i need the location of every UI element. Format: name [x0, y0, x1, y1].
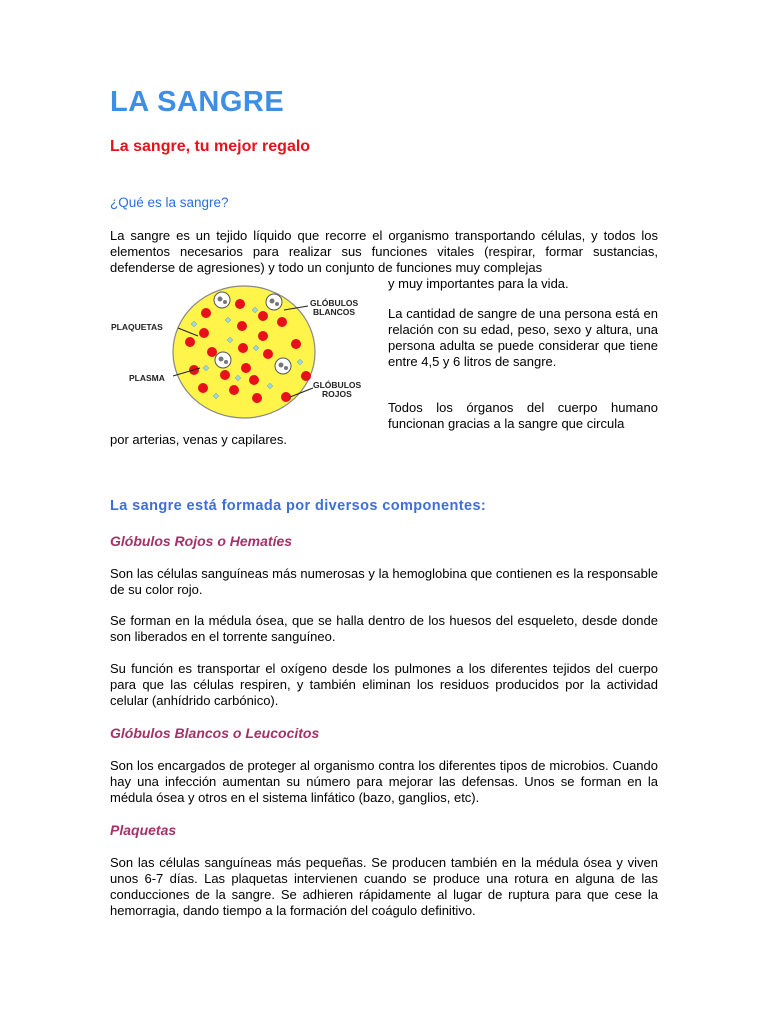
white-cells-heading: Glóbulos Blancos o Leucocitos	[110, 725, 320, 741]
red-cell	[258, 331, 268, 341]
red-cells-heading: Glóbulos Rojos o Hematíes	[110, 533, 293, 549]
red-cell	[241, 363, 251, 373]
red-cell	[301, 371, 311, 381]
label-red-cells-2: ROJOS	[322, 389, 352, 399]
blood-components-diagram	[108, 280, 378, 425]
red-cell	[281, 392, 291, 402]
amount-paragraph: La cantidad de sangre de una persona está en relación con su edad, peso, sexo y altura, una persona adulta se puede considerar que tiene entre 4,5 y 6 litros de sangre.	[388, 306, 658, 369]
red-cell	[258, 311, 268, 321]
label-white-cells-1: GLÓBULOS	[310, 298, 359, 308]
intro-paragraph: La sangre es un tejido líquido que recorre el organismo transportando células, y todos los elementos necesarios para realizar sus funciones vitales (respirar, formar sustancias, defenderse de agresiones) y todo un conjunto de funciones muy complejas	[110, 228, 658, 275]
label-red-cells-1: GLÓBULOS	[313, 380, 362, 390]
label-white-cells-2: BLANCOS	[313, 307, 356, 317]
platelets-heading: Plaquetas	[110, 822, 177, 838]
red-cell	[229, 385, 239, 395]
red-cell	[238, 343, 248, 353]
red-cell	[291, 339, 301, 349]
red-cell	[277, 317, 287, 327]
red-cell	[207, 347, 217, 357]
platelets-paragraph: Son las células sanguíneas más pequeñas. Se producen también en la médula ósea y viven unos 6-7 días. Las plaquetas intervienen cuando se produce una rotura en alguna de las conducciones de la sangre. Se adhieren rápidamente al lugar de ruptura para que cese la hemorragia, dando tiempo a la formación del coágulo definitivo.	[110, 855, 658, 918]
red-cell	[199, 328, 209, 338]
red-cells-paragraph-2: Se forman en la médula ósea, que se halla dentro de los huesos del esqueleto, desde donde son liberados en el torrente sanguíneo.	[110, 613, 658, 644]
organs-paragraph: Todos los órganos del cuerpo humano funcionan gracias a la sangre que circula	[388, 400, 658, 431]
red-cells-paragraph-3: Su función es transportar el oxígeno desde los pulmones a los diferentes tejidos del cuerpo para que las células respiren, y también eliminan los residuos producidos por la actividad celular (anhídrido carbónico).	[110, 661, 658, 708]
red-cells-paragraph-1: Son las células sanguíneas más numerosas y la hemoglobina que contienen es la responsable de su color rojo.	[110, 566, 658, 597]
organs-paragraph-end: por arterias, venas y capilares.	[110, 432, 288, 447]
red-cell	[252, 393, 262, 403]
page-subtitle: La sangre, tu mejor regalo	[110, 138, 311, 155]
red-cell	[263, 349, 273, 359]
red-cell	[220, 370, 230, 380]
page-title: LA SANGRE	[110, 86, 285, 118]
components-heading: La sangre está formada por diversos componentes:	[110, 498, 487, 514]
red-cell	[201, 308, 211, 318]
red-cell	[249, 375, 259, 385]
question-heading: ¿Qué es la sangre?	[110, 195, 229, 210]
red-cell	[237, 321, 247, 331]
label-plasma: PLASMA	[129, 373, 165, 383]
red-cell	[235, 299, 245, 309]
label-platelets: PLAQUETAS	[111, 322, 163, 332]
white-cells-paragraph: Son los encargados de proteger al organismo contra los diferentes tipos de microbios. Cuando hay una infección aumentan su número para mejorar las defensas. Unos se forman en la médula ósea y otros en el sistema linfático (bazo, ganglios, etc).	[110, 758, 658, 805]
red-cell	[198, 383, 208, 393]
red-cell	[185, 337, 195, 347]
intro-paragraph-end: y muy importantes para la vida.	[388, 276, 569, 291]
